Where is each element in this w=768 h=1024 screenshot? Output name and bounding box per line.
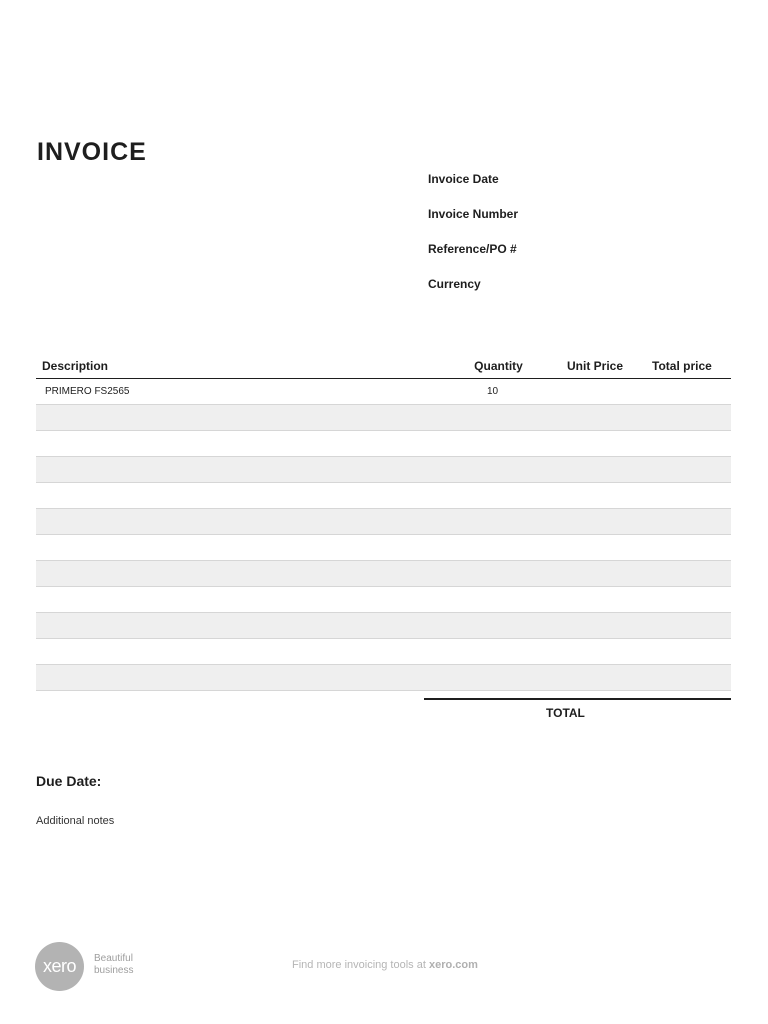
invoice-title: INVOICE [37,138,147,166]
additional-notes-label: Additional notes [36,815,115,827]
table-row [36,587,731,613]
total-price-header: Total price [644,350,731,379]
item-quantity-cell: 10 [451,379,546,405]
footer-promo-text: Find more invoicing tools at [292,959,426,971]
item-unit-price-cell [546,431,644,457]
total-label: TOTAL [546,706,585,720]
currency-label: Currency [428,277,481,291]
logo-text: xero [42,956,76,976]
due-date-label: Due Date: [36,773,102,789]
item-total-price-cell [644,379,731,405]
item-unit-price-cell [546,561,644,587]
table-row [36,379,731,405]
item-unit-price-cell [546,665,644,691]
item-unit-price-cell [546,509,644,535]
item-unit-price-cell [546,613,644,639]
footer-promo [292,959,478,971]
item-description-cell [36,431,451,457]
description-header: Description [36,350,451,379]
item-description-cell [36,587,451,613]
item-description-cell [36,665,451,691]
item-quantity-cell [451,587,546,613]
tagline-line-2: business [94,965,134,976]
total-divider [424,698,731,700]
line-items-table [36,350,731,691]
item-quantity-cell [451,509,546,535]
table-row [36,483,731,509]
table-header-row [36,350,731,379]
item-description-cell [36,639,451,665]
xero-link[interactable]: xero.com [428,959,478,971]
item-total-price-cell [644,613,731,639]
item-quantity-cell [451,535,546,561]
item-description-cell [36,405,451,431]
item-description-cell: PRIMERO FS2565 [36,379,451,405]
item-total-price-cell [644,665,731,691]
xero-logo [35,942,84,991]
item-description-cell [36,613,451,639]
item-description-cell [36,561,451,587]
item-description-cell [36,509,451,535]
table-row [36,639,731,665]
tagline-line-1: Beautiful [94,953,133,964]
item-quantity-cell [451,665,546,691]
item-total-price-cell [644,535,731,561]
invoice-number-label: Invoice Number [428,207,519,221]
item-description-cell [36,535,451,561]
line-items-body [36,379,731,691]
unit-price-header: Unit Price [546,350,644,379]
item-description-cell [36,483,451,509]
table-row [36,457,731,483]
item-quantity-cell [451,405,546,431]
item-unit-price-cell [546,405,644,431]
table-row [36,613,731,639]
item-quantity-cell [451,483,546,509]
item-quantity-cell [451,561,546,587]
item-quantity-cell [451,431,546,457]
item-unit-price-cell [546,379,644,405]
item-total-price-cell [644,457,731,483]
table-row [36,509,731,535]
item-unit-price-cell [546,639,644,665]
invoice-date-label: Invoice Date [428,172,499,186]
item-total-price-cell [644,509,731,535]
invoice-meta [428,172,518,312]
table-row [36,665,731,691]
table-row [36,405,731,431]
table-row [36,535,731,561]
item-total-price-cell [644,431,731,457]
item-description-cell [36,457,451,483]
item-unit-price-cell [546,457,644,483]
item-unit-price-cell [546,483,644,509]
item-total-price-cell [644,561,731,587]
item-unit-price-cell [546,535,644,561]
item-unit-price-cell [546,587,644,613]
item-quantity-cell [451,457,546,483]
item-total-price-cell [644,405,731,431]
quantity-header: Quantity [451,350,546,379]
item-total-price-cell [644,587,731,613]
item-quantity-cell [451,613,546,639]
table-row [36,431,731,457]
item-total-price-cell [644,639,731,665]
table-row [36,561,731,587]
item-quantity-cell [451,639,546,665]
xero-tagline [94,953,154,977]
reference-po-label: Reference/PO # [428,242,517,256]
item-total-price-cell [644,483,731,509]
